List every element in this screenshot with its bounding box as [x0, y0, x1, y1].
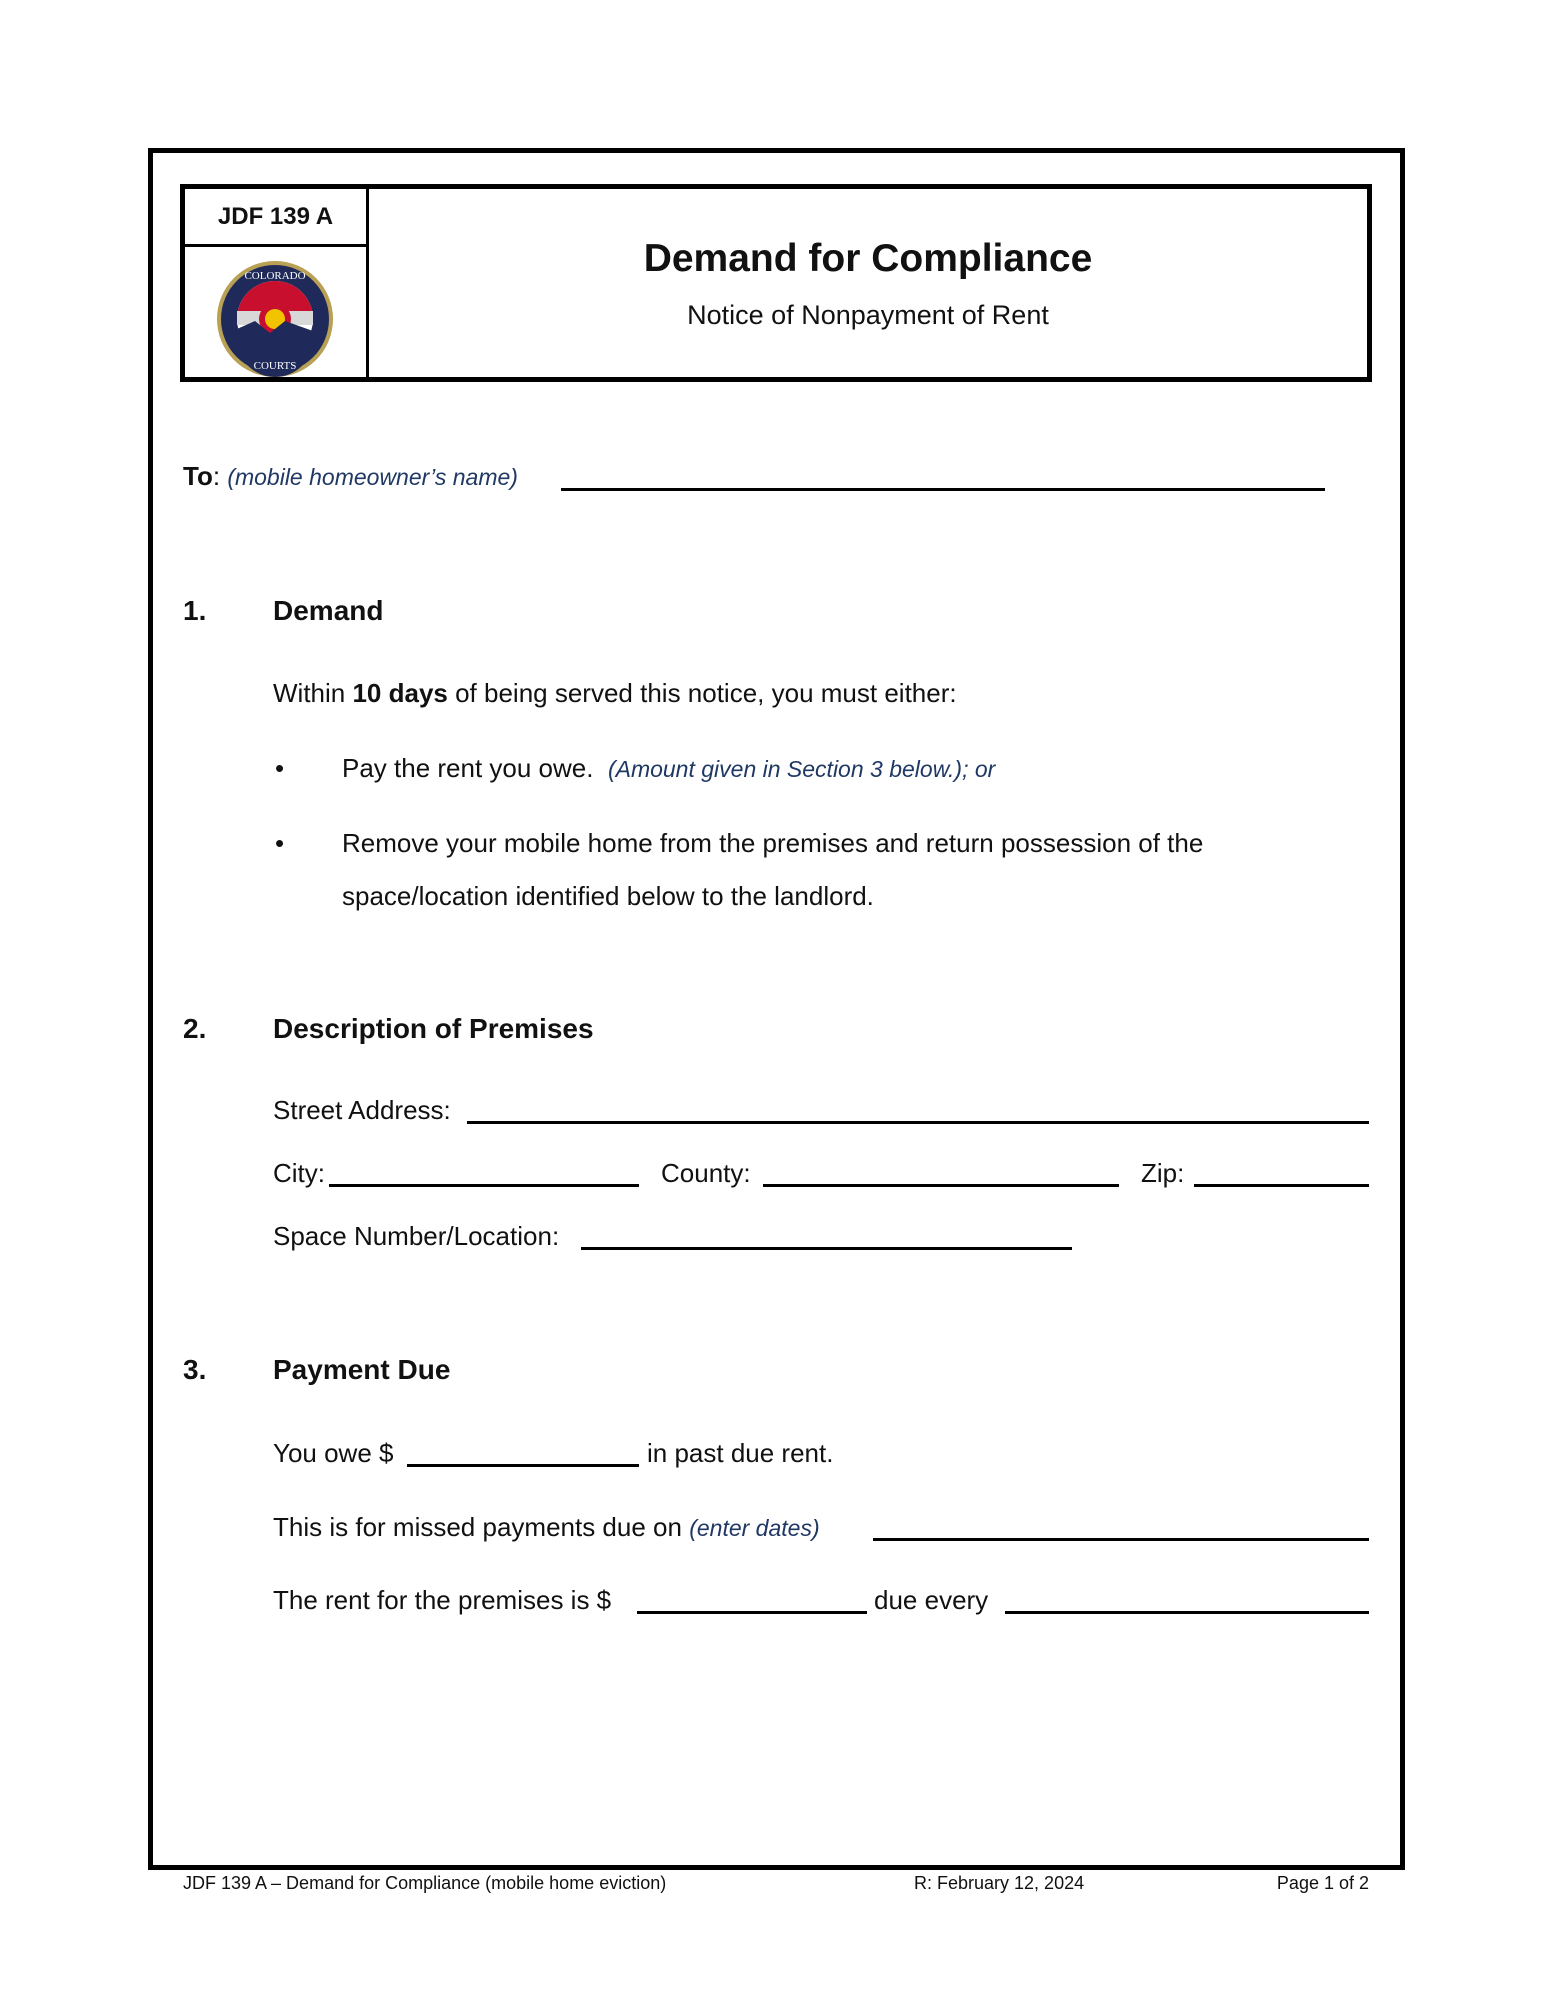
- to-colon: :: [212, 461, 221, 491]
- city-line[interactable]: [329, 1184, 639, 1187]
- rent-label: The rent for the premises is $: [273, 1585, 612, 1615]
- bullet2-line2: space/location identified below to the landlord.: [342, 881, 874, 911]
- form-header: [180, 184, 1372, 382]
- footer-form-name: JDF 139 A – Demand for Compliance (mobile home eviction): [183, 1873, 667, 1893]
- due-every-line[interactable]: [1005, 1611, 1369, 1614]
- document-subtitle: Notice of Nonpayment of Rent: [687, 300, 1049, 330]
- seal-text-bottom: COURTS: [253, 360, 297, 372]
- section1-number: 1.: [183, 595, 207, 626]
- street-address-line[interactable]: [467, 1121, 1369, 1124]
- footer-page-number: Page 1 of 2: [1276, 1873, 1369, 1893]
- street-address-label: Street Address:: [273, 1095, 451, 1125]
- owe-suffix: in past due rent.: [647, 1438, 834, 1468]
- rent-amount-line[interactable]: [637, 1611, 867, 1614]
- colorado-courts-seal-icon: [215, 259, 335, 379]
- intro-post: of being served this notice, you must either:: [447, 678, 957, 708]
- bullet-icon: •: [275, 828, 285, 858]
- bullet-icon: •: [275, 753, 285, 783]
- to-label: To: [183, 461, 213, 491]
- demand-intro: [273, 678, 957, 709]
- intro-bold: 10 days: [352, 678, 448, 708]
- header-left-column: [185, 189, 369, 377]
- to-input-line[interactable]: [561, 488, 1325, 491]
- county-label: County:: [661, 1158, 751, 1188]
- document-title: Demand for Compliance: [643, 237, 1093, 280]
- section3-heading: Payment Due: [273, 1354, 451, 1385]
- to-field-label: [183, 461, 518, 492]
- seal-text-top: COLORADO: [244, 270, 306, 282]
- owe-label: You owe $: [273, 1438, 394, 1468]
- space-number-line[interactable]: [581, 1247, 1072, 1250]
- bullet-pay-rent: [342, 753, 995, 784]
- section1-heading: Demand: [273, 595, 384, 626]
- section3-number: 3.: [183, 1354, 207, 1385]
- bullet2-line1: Remove your mobile home from the premises and return possession of the: [342, 828, 1204, 858]
- due-every-label: due every: [874, 1585, 989, 1615]
- footer-revision-date: R: February 12, 2024: [914, 1873, 1085, 1893]
- bullet1-hint: (Amount given in Section 3 below.); or: [607, 756, 996, 782]
- section2-number: 2.: [183, 1013, 207, 1044]
- owe-amount-line[interactable]: [407, 1464, 639, 1467]
- to-hint: (mobile homeowner’s name): [227, 464, 518, 490]
- bullet1-text: Pay the rent you owe.: [342, 753, 594, 783]
- intro-pre: Within: [273, 678, 353, 708]
- city-label: City:: [273, 1158, 325, 1188]
- space-number-label: Space Number/Location:: [273, 1221, 560, 1251]
- zip-line[interactable]: [1194, 1184, 1369, 1187]
- missed-dates-line[interactable]: [873, 1538, 1369, 1541]
- county-line[interactable]: [763, 1184, 1119, 1187]
- missed-hint: (enter dates): [689, 1515, 820, 1541]
- missed-payments-label: [273, 1512, 820, 1543]
- missed-text: This is for missed payments due on: [273, 1512, 682, 1542]
- section2-heading: Description of Premises: [273, 1013, 594, 1044]
- zip-label: Zip:: [1141, 1158, 1185, 1188]
- form-id: JDF 139 A: [185, 189, 366, 247]
